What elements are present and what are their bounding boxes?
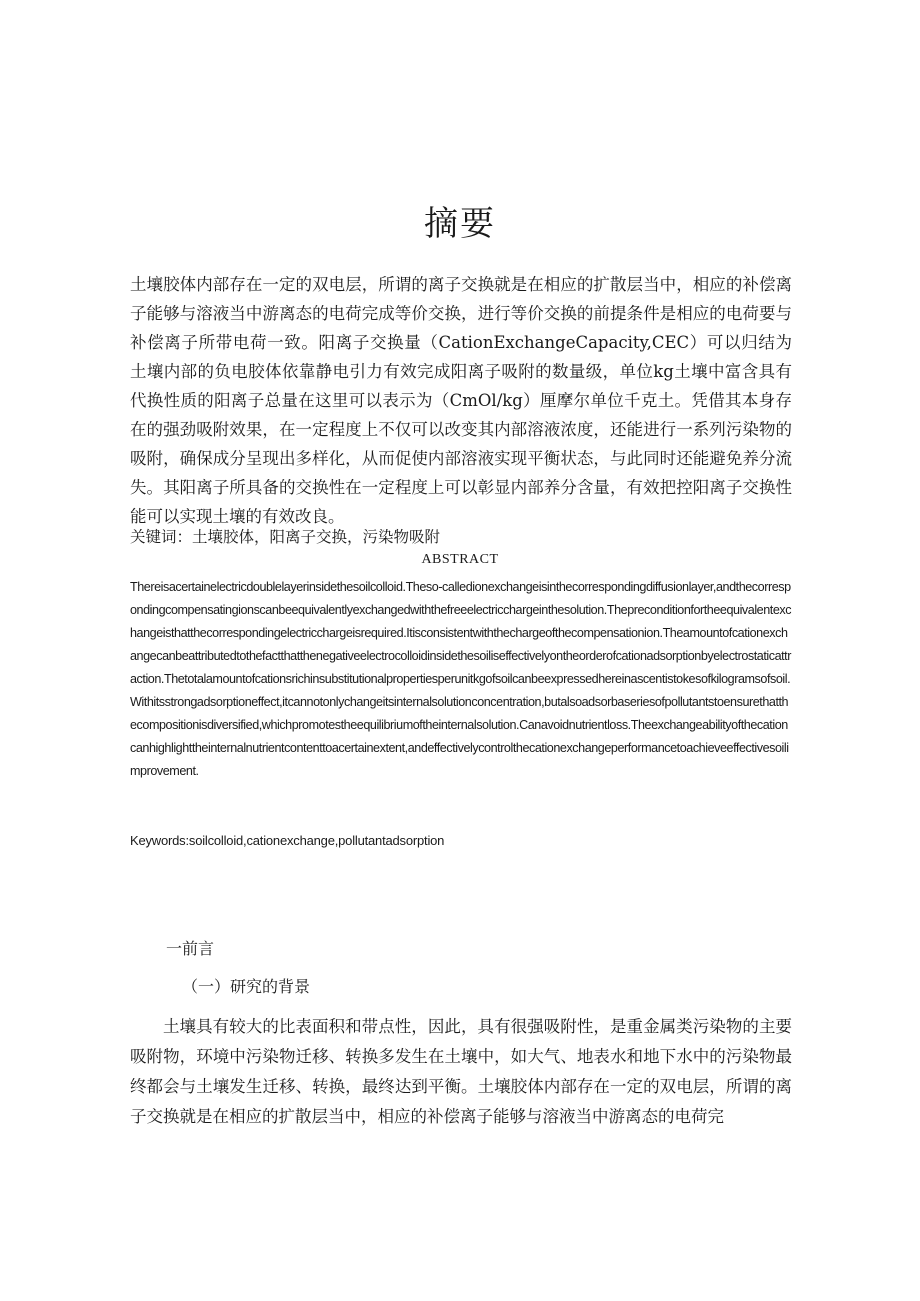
keywords-cn: 关键词：土壤胶体，阳离子交换，污染物吸附 (130, 528, 441, 546)
body-paragraph: 土壤具有较大的比表面积和带点性，因此，具有很强吸附性，是重金属类污染物的主要吸附物，环境中污染物迁移、转换多发生在土壤中，如大气、地表水和地下水中的污染物最终都会与土壤发生迁移、转换，最终达到平衡。土壤胶体内部存在一定的双电层，所谓的离子交换就是在相应的扩散层当中，相应的补偿离子能够与溶液当中游离态的电荷完 (130, 1017, 792, 1126)
section-heading-intro: 一前言 (166, 939, 215, 958)
abstract-body-cn: 土壤胶体内部存在一定的双电层，所谓的离子交换就是在相应的扩散层当中，相应的补偿离子能够与溶液当中游离态的电荷完成等价交换，进行等价交换的前提条件是相应的电荷要与补偿离子所带电荷一致。阳离子交换量（CationExchangeCapacity,CEC）可以归结为土壤内部的负电胶体依靠静电引力有效完成阳离子吸附的数量级，单位kg土壤中富含具有代换性质的阳离子总量在这里可以表示为（CmOl/kg）厘摩尔单位千克土。凭借其本身存在的强劲吸附效果，在一定程度上不仅可以改变其内部溶液浓度，还能进行一系列污染物的吸附，确保成分呈现出多样化，从而促使内部溶液实现平衡状态，与此同时还能避免养分流失。其阳离子所具备的交换性在一定程度上可以彰显内部养分含量，有效把控阳离子交换性能可以实现土壤的有效改良。 (130, 275, 792, 526)
keywords-en: Keywords:soilcolloid,cationexchange,pollutantadsorption (130, 833, 445, 848)
subsection-heading-background: （一）研究的背景 (182, 977, 311, 996)
abstract-body-en: Thereisacertainelectricdoublelayerinsidethesoilcolloid.Theso-calledionexchangeisinthecorrespondingdiffusionlayer,andthecorrespondingcompensatingionscanbeequivalentlyexchangedwiththefreeelectricchargeinthesolution.Thepreconditionfortheequivalentexchangeisthatthecorrespondingelectricchargeisrequired.Itisconsistentwiththechargeofthecompensationion.Theamountofcationexchangecanbeattributedtothefactthatthenegativeelectrocolloidinsidethesoiliseffectivelyontheorderofcationadsorptionbyelectrostaticattraction.Thetotalamountofcationsrichinsubstitutionalpropertiesperunitkgofsoilcanbeexpressedhereinascentistokesofkilogramsofsoil.Withitsstrongadsorptioneffect,itcannotonlychangeitsinternalsolutionconcentration,butalsoadsorbaseriesofpollutantstoensurethatthecompositionisdiversified,whichpromotestheequilibriumoftheinternalsolution.Canavoidnutrientloss.Theexchangeabilityofthecationcanhighlighttheinternalnutrientcontenttoacertainextent,andeffectivelycontrolthecationexchangeperformancetoachieveeffectivesoilimprovement. (130, 580, 792, 778)
abstract-title-cn: 摘要 (424, 204, 496, 244)
abstract-heading-en: ABSTRACT (421, 552, 499, 567)
